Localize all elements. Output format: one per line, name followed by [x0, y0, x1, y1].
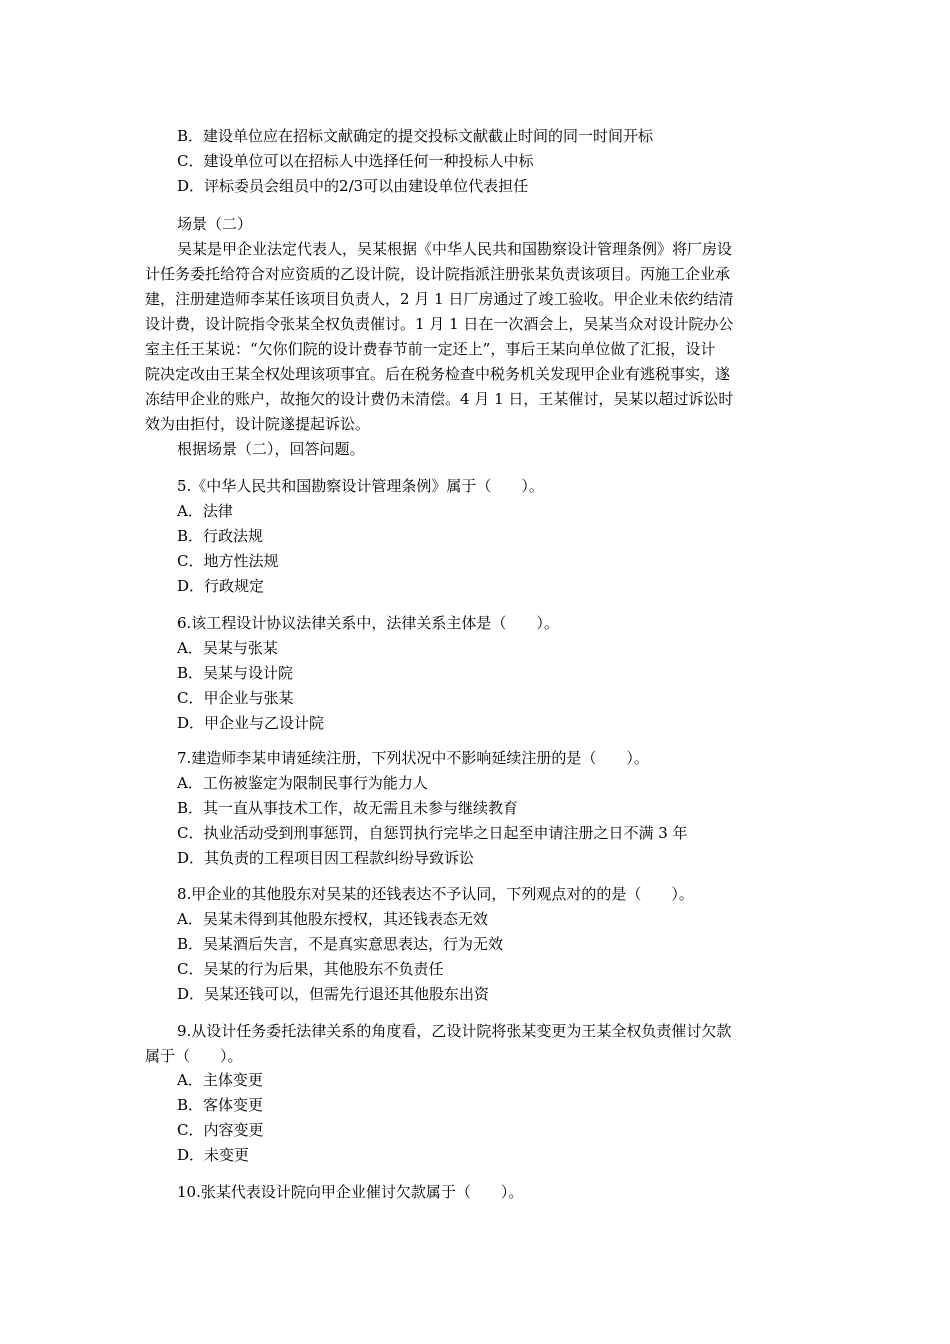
question-stem: 8.甲企业的其他股东对吴某的还钱表达不予认同，下列观点对的的是（ ）。	[177, 885, 694, 903]
question-option: C．内容变更	[177, 1121, 264, 1139]
scene-paragraph-line: 院决定改由王某全权处理该项事宜。后在税务检查中税务机关发现甲企业有逃税事实，遂	[145, 365, 731, 383]
question-stem: 9.从设计任务委托法律关系的角度看，乙设计院将张某变更为王某全权负责催讨欠款	[177, 1022, 732, 1040]
question-stem: 7.建造师李某申请延续注册，下列状况中不影响延续注册的是（ ）。	[177, 749, 649, 767]
question-option: C．吴某的行为后果，其他股东不负责任	[177, 960, 444, 978]
option-d: D．评标委员会组员中的2/3可以由建设单位代表担任	[177, 177, 529, 195]
scene-paragraph-line: 计任务委托给符合对应资质的乙设计院，设计院指派注册张某负责该项目。丙施工企业承	[145, 265, 731, 283]
question-option: D．甲企业与乙设计院	[177, 714, 325, 732]
question-option: C．地方性法规	[177, 552, 279, 570]
question-option: D．行政规定	[177, 577, 265, 595]
question-option: B．吴某与设计院	[177, 664, 294, 682]
question-option: A．吴某与张某	[177, 639, 278, 657]
scene-title: 场景（二）	[177, 215, 253, 233]
scene-instruction: 根据场景（二），回答问题。	[177, 440, 365, 458]
question-option: B．其一直从事技术工作，故无需且未参与继续教育	[177, 799, 519, 817]
scene-paragraph-line: 建，注册建造师李某任该项目负责人，2 月 1 日厂房通过了竣工验收。甲企业未依约结清	[145, 290, 734, 308]
scene-paragraph-line: 效为由拒付，设计院遂提起诉讼。	[145, 415, 371, 433]
option-b: B．建设单位应在招标文献确定的提交投标文献截止时间的同一时间开标	[177, 127, 654, 145]
question-stem: 10.张某代表设计院向甲企业催讨欠款属于（ ）。	[177, 1183, 524, 1201]
scene-paragraph-line: 室主任王某说：“欠你们院的设计费春节前一定还上”，事后王某向单位做了汇报，设计	[145, 340, 716, 358]
question-stem: 5.《中华人民共和国勘察设计管理条例》属于（ ）。	[177, 477, 544, 495]
option-c: C．建设单位可以在招标人中选择任何一种投标人中标	[177, 152, 534, 170]
scene-paragraph-line: 冻结甲企业的账户，故拖欠的设计费仍未清偿。4 月 1 日，王某催讨，吴某以超过诉讼时	[145, 390, 734, 408]
question-option: D．吴某还钱可以，但需先行退还其他股东出资	[177, 985, 490, 1003]
question-option: A．主体变更	[177, 1071, 263, 1089]
question-option: A．工伤被鉴定为限制民事行为能力人	[177, 774, 428, 792]
question-option: B．客体变更	[177, 1096, 264, 1114]
scene-paragraph-line: 设计费，设计院指令张某全权负责催讨。1 月 1 日在一次酒会上，吴某当众对设计院办公	[145, 315, 734, 333]
question-option: B．行政法规	[177, 527, 264, 545]
question-option: C．甲企业与张某	[177, 689, 294, 707]
scene-paragraph-line: 吴某是甲企业法定代表人，吴某根据《中华人民共和国勘察设计管理条例》将厂房设	[177, 240, 733, 258]
question-option: D．未变更	[177, 1146, 250, 1164]
question-option: C．执业活动受到刑事惩罚，自惩罚执行完毕之日起至申请注册之日不满 3 年	[177, 824, 688, 842]
question-stem: 属于（ ）。	[145, 1047, 243, 1065]
question-stem: 6.该工程设计协议法律关系中，法律关系主体是（ ）。	[177, 614, 559, 632]
question-option: A．法律	[177, 502, 233, 520]
question-option: B．吴某酒后失言，不是真实意思表达，行为无效	[177, 935, 504, 953]
question-option: D．其负责的工程项目因工程款纠纷导致诉讼	[177, 849, 475, 867]
question-option: A．吴某未得到其他股东授权，其还钱表态无效	[177, 910, 488, 928]
